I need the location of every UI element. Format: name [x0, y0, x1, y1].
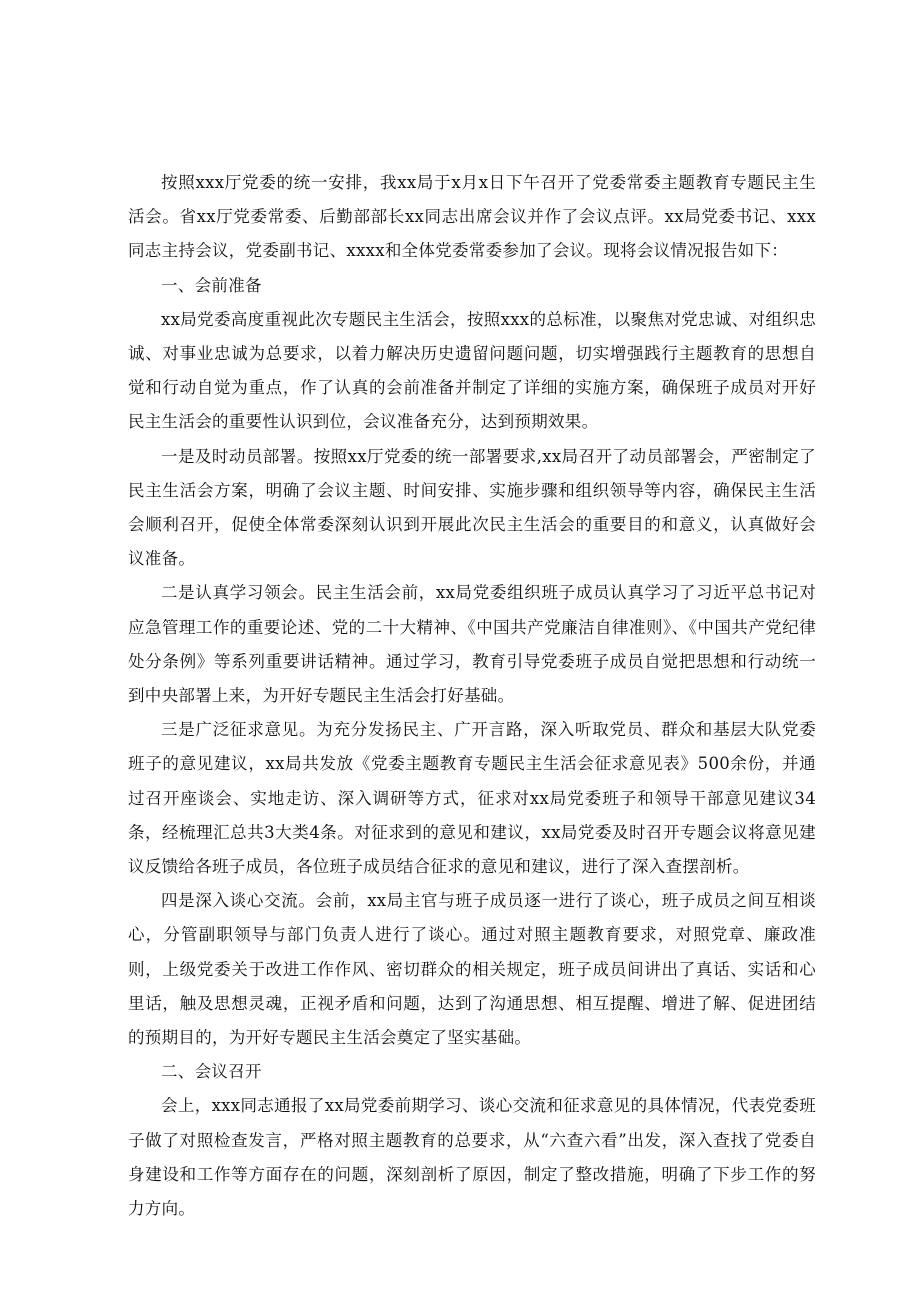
opinions-paragraph: 三是广泛征求意见。为充分发扬民主、广开言路，深入听取党员、群众和基层大队党委班子的意见建议，xx局共发放《党委主题教育专题民主生活会征求意见表》500余份，并通过召开座谈会、实地走访、深入调研等方式，征求对xx局党委班子和领导干部意见建议34条，经梳理汇总共3大类4条。对征求到的意见和建议，xx局党委及时召开专题会议将意见建议反馈给各班子成员，各位班子成员结合征求的意见和建议，进行了深入查摆剖析。	[128, 720, 816, 877]
mobilization-paragraph: 一是及时动员部署。按照xx厅党委的统一部署要求,xx局召开了动员部署会，严密制定了民主生活会方案，明确了会议主题、时间安排、实施步骤和组织领导等内容，确保民主生活会顺利召开，促使全体常委深刻认识到开展此次民主生活会的重要目的和意义，认真做好会议准备。	[128, 446, 816, 569]
section-heading-meeting: 二、会议召开	[161, 1062, 262, 1082]
preparation-paragraph: xx局党委高度重视此次专题民主生活会，按照xxx的总标准，以聚焦对党忠诚、对组织忠诚、对事业忠诚为总要求，以着力解决历史遗留问题问题，切实增强践行主题教育的思想自觉和行动自觉为重点，作了认真的会前准备并制定了详细的实施方案，确保班子成员对开好民主生活会的重要性认识到位，会议准备充分，达到预期效果。	[128, 309, 816, 432]
meeting-paragraph: 会上，xxx同志通报了xx局党委前期学习、谈心交流和征求意见的具体情况，代表党委班子做了对照检查发言，严格对照主题教育的总要求，从“六查六看”出发，深入查找了党委自身建设和工作等方面存在的问题，深刻剖析了原因，制定了整改措施，明确了下步工作的努力方向。	[128, 1096, 816, 1219]
document-body	[128, 166, 816, 1226]
study-paragraph: 二是认真学习领会。民主生活会前，xx局党委组织班子成员认真学习了习近平总书记对应急管理工作的重要论述、党的二十大精神、《中国共产党廉洁自律准则》、《中国共产党纪律处分条例》等系列重要讲话精神。通过学习，教育引导党委班子成员自觉把思想和行动统一到中央部署上来，为开好专题民主生活会打好基础。	[128, 583, 816, 706]
section-heading-preparation: 一、会前准备	[161, 275, 262, 295]
talks-paragraph: 四是深入谈心交流。会前，xx局主官与班子成员逐一进行了谈心，班子成员之间互相谈心，分管副职领导与部门负责人进行了谈心。通过对照主题教育要求，对照党章、廉政准则，上级党委关于改进工作作风、密切群众的相关规定，班子成员间讲出了真话、实话和心里话，触及思想灵魂，正视矛盾和问题，达到了沟通思想、相互提醒、增进了解、促进团结的预期目的，为开好专题民主生活会奠定了坚实基础。	[128, 891, 816, 1048]
intro-paragraph: 按照xxx厅党委的统一安排，我xx局于x月x日下午召开了党委常委主题教育专题民主生活会。省xx厅党委常委、后勤部部长xx同志出席会议并作了会议点评。xx局党委书记、xxx同志主持会议，党委副书记、xxxx和全体党委常委参加了会议。现将会议情况报告如下：	[128, 173, 816, 261]
